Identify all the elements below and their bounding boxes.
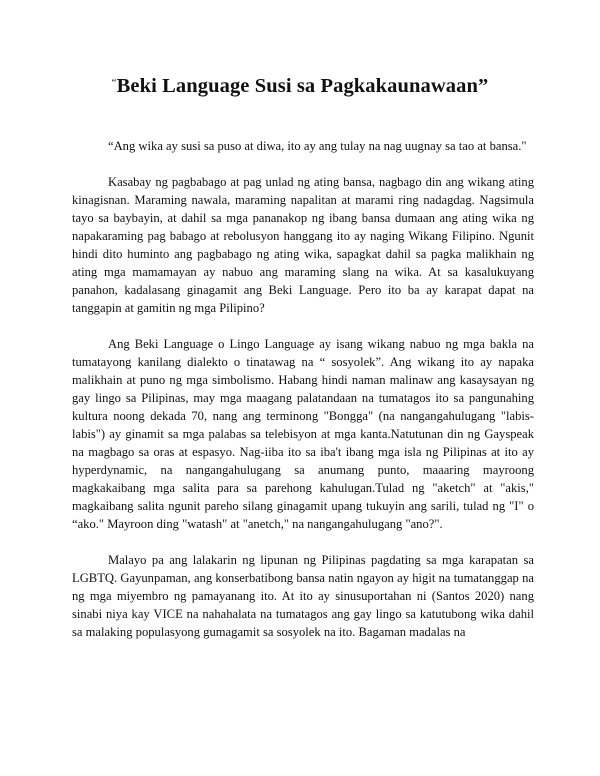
document-body [72,137,534,659]
paragraph-lgbtq-rights: Malayo pa ang lalakarin ng lipunan ng Pilipinas pagdating sa mga karapatan sa LGBTQ. Gayunpaman, ang konserbatibong bansa natin ngayon ay higit na tumatanggap na ng mga miyembro ng pamayanang ito. At ito ay sinusuportahan ni (Santos 2020) nang sinabi niya kay VICE na nahahalata na tumatagos ang gay lingo sa katutubong wika dahil sa malaking populasyong gumagamit sa sosyolek na ito. Bagaman madalas na [72,553,534,639]
paragraph-intro: Kasabay ng pagbabago at pag unlad ng ating bansa, nagbago din ang wikang ating kinagisnan. Maraming nawala, maraming napalitan at marami ring nadagdag. Nagsimula tayo sa baybayin, at dahil sa mga pananakop ng ibang bansa dumaan ang ating wika ng napakaraming pag babago at rebolusyon hanggang ito ay naging Wikang Filipino. Ngunit hindi dito huminto ang pagbabago ng ating wika, sapagkat dahil sa pagka malikhain ng ating mga mamamayan ay nabuo ang maraming slang na wika. At sa kasalukuyang panahon, kadalasang ginagamit ang Beki Language. Pero ito ba ay karapat dapat na tanggapin at gamitin ng mga Pilipino? [72,175,534,315]
paragraph-quote: “Ang wika ay susi sa puso at diwa, ito ay ang tulay na nag uugnay sa tao at bansa." [108,139,527,153]
title-text: Beki Language Susi sa Pagkakaunawaan” [116,75,489,97]
title-open-quote: “ [111,77,117,89]
page-title [0,68,600,101]
paragraph-beki-language: Ang Beki Language o Lingo Language ay isang wikang nabuo ng mga bakla na tumatayong kanilang dialekto o tinatawag na “ sosyolek”. Ang wikang ito ay napaka malikhain at puno ng mga simbolismo. Habang hindi naman malinaw ang kasaysayan ng gay lingo sa Pilipinas, may mga maagang palatandaan na tumatagos ito sa pangunahing kultura noong dekada 70, nang ang terminong "Bongga" (na nangangahulugang "labis-labis") ay ginamit sa mga palabas sa telebisyon at mga kanta.Natutunan din ng Gayspeak na magbago sa oras at espasyo. Nag-iiba ito sa iba't ibang mga isla ng Pilipinas at ito ay hyperdynamic, na nangangahulugang sa anumang punto, maaaring mayroong magkakaibang mga salita para sa parehong kahulugan.Tulad ng "aketch" at "akis," magkaibang salita ngunit pareho silang ginagamit upang tukuyin ang sarili, tulad ng "I" o “ako." Mayroon ding "watash" at "anetch," na nangangahulugang "ano?". [72,337,534,531]
